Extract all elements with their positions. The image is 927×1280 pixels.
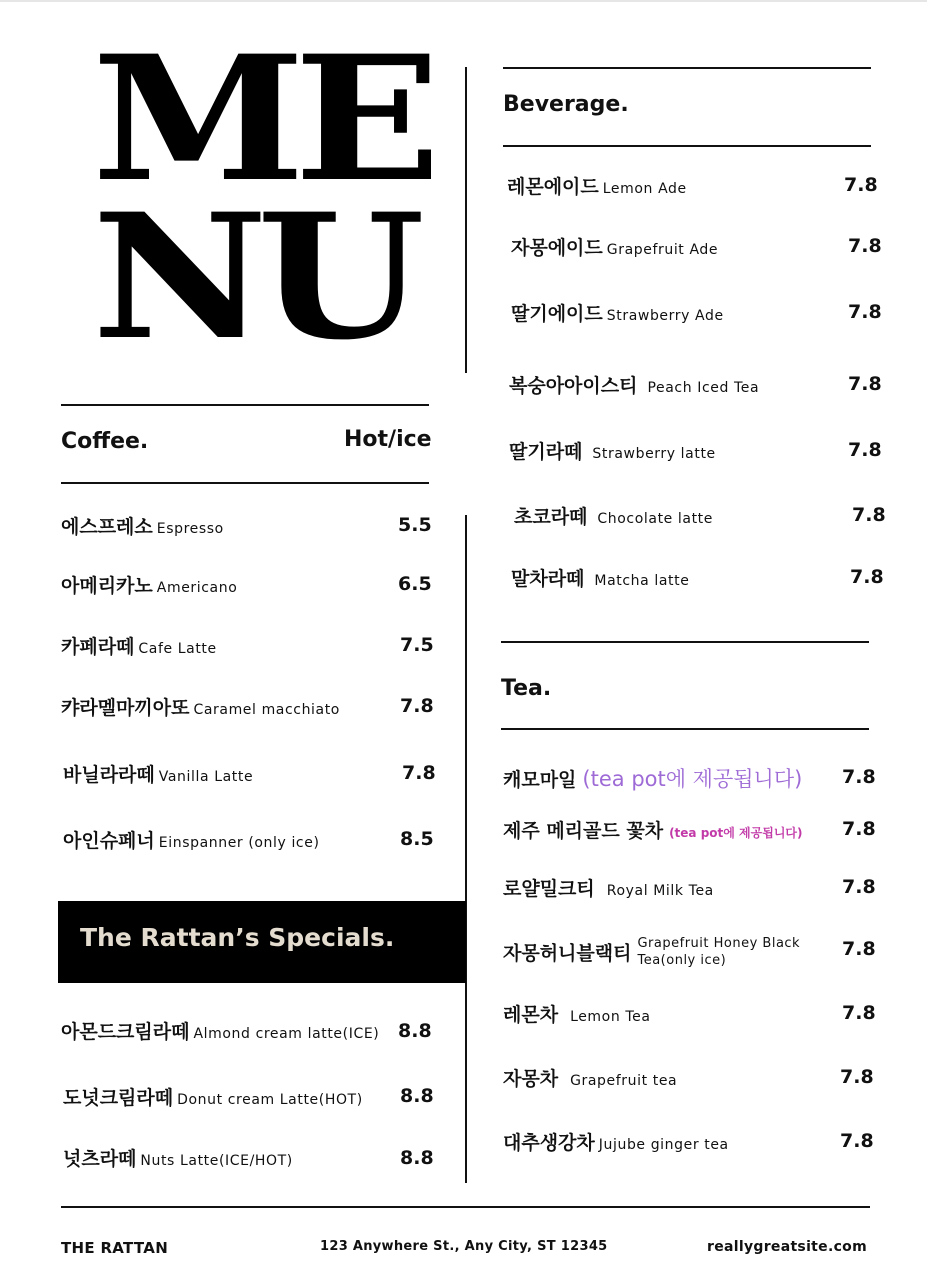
item-price: 7.8 [842, 818, 876, 840]
item-price: 8.8 [400, 1147, 434, 1169]
item-price: 7.8 [840, 1066, 874, 1088]
item-name-ko: 캐모마일 [503, 769, 577, 791]
beverage-title: Beverage. [503, 92, 629, 117]
beverage-item-grapefruit-ade [511, 233, 718, 260]
item-name-en: Vanilla Latte [158, 769, 254, 785]
item-name-ko: 레몬차 [503, 1004, 559, 1026]
tea-item-jeju-marigold [503, 816, 802, 843]
item-name-ko: 자몽에이드 [511, 237, 603, 259]
specials-item-nuts-latte [63, 1144, 293, 1171]
coffee-item-caramel-macchiato [61, 693, 340, 720]
item-name-en: Einspanner (only ice) [158, 835, 320, 851]
beverage-item-chocolate-latte [514, 502, 713, 529]
coffee-rule-top [61, 404, 429, 406]
item-name-en-line-2: Tea(only ice) [637, 953, 727, 968]
item-price: 8.8 [400, 1085, 434, 1107]
item-price: 7.8 [850, 566, 884, 588]
item-name-en: Grapefruit Ade [606, 242, 719, 258]
footer-address: 123 Anywhere St., Any City, ST 12345 [320, 1239, 608, 1254]
item-name-en: Americano [156, 580, 238, 596]
tea-item-chamomile [503, 763, 802, 793]
item-name-ko: 아인슈페너 [63, 830, 155, 852]
item-name-ko: 초코라떼 [514, 506, 588, 528]
item-price: 7.8 [844, 174, 878, 196]
item-price: 7.8 [852, 504, 886, 526]
item-name-ko: 자몽허니블랙티 [503, 942, 632, 965]
coffee-item-einspanner [63, 826, 320, 853]
teapot-note: (tea pot에 제공됩니다) [582, 767, 803, 791]
item-name-en: Lemon Tea [570, 1009, 651, 1025]
beverage-item-strawberry-latte [509, 437, 716, 464]
item-price: 8.5 [400, 828, 434, 850]
item-name-en [637, 935, 800, 969]
item-name-ko: 아메리카노 [61, 575, 153, 597]
item-name-en: Grapefruit tea [570, 1073, 678, 1089]
item-name-ko: 바닐라라떼 [63, 764, 155, 786]
item-price: 7.8 [840, 1130, 874, 1152]
item-name-en: Strawberry Ade [606, 308, 724, 324]
tea-item-jujube-ginger-tea [503, 1128, 729, 1155]
item-name-ko: 제주 메리골드 꽃차 [503, 820, 664, 842]
coffee-item-cafe-latte [61, 632, 217, 659]
specials-item-donut-cream-latte [63, 1083, 363, 1110]
item-price: 7.8 [848, 301, 882, 323]
item-name-en: Chocolate latte [597, 511, 713, 527]
menu-title [92, 17, 430, 378]
item-name-en: Strawberry latte [592, 446, 716, 462]
item-price: 7.8 [842, 766, 876, 788]
item-name-en: Donut cream Latte(HOT) [177, 1092, 363, 1108]
hot-ice-label: Hot/ice [344, 427, 432, 452]
beverage-rule-bottom [503, 145, 871, 147]
item-price: 7.8 [400, 695, 434, 717]
item-name-en: Nuts Latte(ICE/HOT) [140, 1153, 293, 1169]
item-price: 8.8 [398, 1020, 432, 1042]
item-name-ko: 도넛크림라떼 [63, 1087, 174, 1109]
tea-item-royal-milk-tea [503, 874, 714, 901]
beverage-item-strawberry-ade [511, 299, 724, 326]
footer-brand: THE RATTAN [61, 1239, 169, 1257]
item-price: 5.5 [398, 514, 432, 536]
beverage-item-matcha-latte [511, 564, 689, 591]
item-name-ko: 딸기라떼 [509, 441, 583, 463]
item-name-en: Lemon Ade [602, 181, 687, 197]
specials-banner [58, 901, 466, 983]
menu-title-line-2: NU [92, 175, 414, 378]
item-name-ko: 자몽차 [503, 1068, 559, 1090]
item-price: 7.8 [842, 938, 876, 960]
item-price: 7.8 [848, 439, 882, 461]
item-price: 7.8 [848, 373, 882, 395]
item-name-ko: 아몬드크림라떼 [61, 1021, 190, 1043]
coffee-title: Coffee. [61, 429, 149, 454]
tea-item-grapefruit-tea [503, 1064, 677, 1091]
item-price: 6.5 [398, 573, 432, 595]
item-name-ko: 캬라멜마끼아또 [61, 697, 190, 719]
item-name-ko: 넛츠라떼 [63, 1148, 137, 1170]
item-price: 7.8 [842, 876, 876, 898]
item-price: 7.8 [402, 762, 436, 784]
top-border [0, 0, 927, 2]
item-price: 7.8 [848, 235, 882, 257]
footer-website: reallygreatsite.com [707, 1239, 867, 1255]
item-name-ko: 딸기에이드 [511, 303, 603, 325]
item-name-en: Matcha latte [594, 573, 690, 589]
item-price: 7.8 [842, 1002, 876, 1024]
tea-rule-bottom [501, 728, 869, 730]
teapot-note: (tea pot에 제공됩니다) [669, 826, 803, 840]
beverage-item-lemon-ade [507, 172, 687, 199]
item-name-ko: 레몬에이드 [507, 176, 599, 198]
beverage-rule-top [503, 67, 871, 69]
item-name-ko: 로얄밀크티 [503, 878, 595, 900]
coffee-item-vanilla-latte [63, 760, 253, 787]
tea-rule-top [501, 641, 869, 643]
item-name-en: Royal Milk Tea [606, 883, 714, 899]
tea-title: Tea. [501, 676, 552, 701]
tea-item-grapefruit-honey-black-tea [503, 935, 800, 969]
item-name-ko: 복숭아아이스티 [509, 375, 638, 397]
specials-title: The Rattan’s Specials. [80, 923, 395, 952]
coffee-item-espresso [61, 512, 224, 539]
item-name-en: Cafe Latte [138, 641, 217, 657]
specials-item-almond-cream-latte [61, 1017, 379, 1044]
footer-rule [61, 1206, 870, 1208]
menu-title-line-1: ME [92, 17, 430, 220]
coffee-rule-bottom [61, 482, 429, 484]
item-name-en: Caramel macchiato [193, 702, 340, 718]
item-name-en: Espresso [156, 521, 224, 537]
divider-vertical-bottom [465, 515, 467, 1183]
item-name-ko: 말차라떼 [511, 568, 585, 590]
item-name-en: Almond cream latte(ICE) [193, 1026, 380, 1042]
item-name-en-line-1: Grapefruit Honey Black [637, 936, 801, 951]
tea-item-lemon-tea [503, 1000, 651, 1027]
item-price: 7.5 [400, 634, 434, 656]
item-name-ko: 에스프레소 [61, 516, 153, 538]
beverage-item-peach-iced-tea [509, 371, 759, 398]
divider-vertical-top [465, 67, 467, 373]
item-name-ko: 대추생강차 [503, 1132, 595, 1154]
item-name-ko: 카페라떼 [61, 636, 135, 658]
coffee-item-americano [61, 571, 237, 598]
item-name-en: Jujube ginger tea [598, 1137, 729, 1153]
item-name-en: Peach Iced Tea [647, 380, 760, 396]
